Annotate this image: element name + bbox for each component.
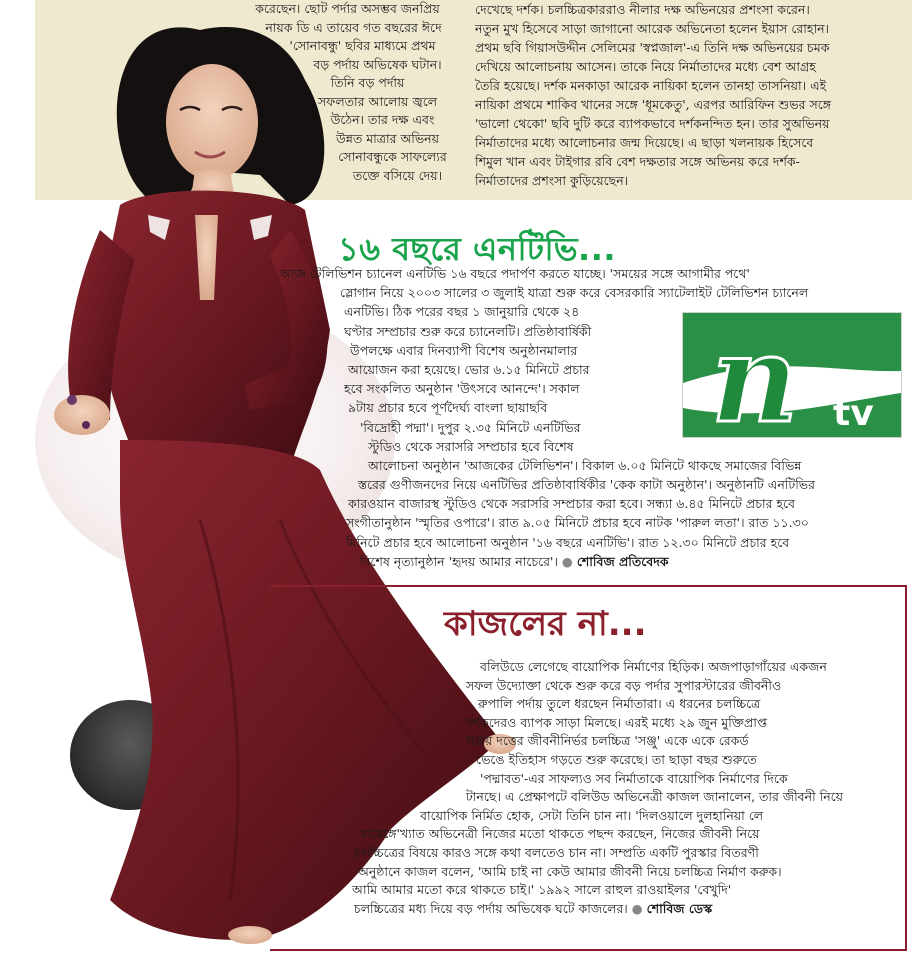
text-line: দেখিয়ে আলোচনায় আসেন। তাকে নিয়ে নির্মাতাদের মধ্যে বেশ আগ্রহ <box>475 59 816 74</box>
bullet-icon: ● <box>561 553 573 569</box>
line-text: আমি আমার মতো করে থাকতে চাই।' ১৯৯২ সালে রাহুল রাওয়াইলর 'বেখুদি' <box>352 882 732 898</box>
line-text: হবে সংকলিত অনুষ্ঠান 'উৎসবে আনন্দে'। সকাল <box>344 381 580 397</box>
text-line: নায়ক ডি এ তায়েব গত বছরের ঈদে <box>265 19 442 35</box>
text-line <box>270 695 900 714</box>
line-text: সঞ্জয় দত্তের জীবনীনির্ভর চলচ্চিত্র 'সঞ্জু' একে একে রেকর্ড <box>466 733 749 749</box>
hand <box>54 395 110 435</box>
text-line <box>262 264 902 283</box>
line-text: আলোচনা অনুষ্ঠান 'আজকের টেলিভিশন'। বিকাল ৬.০৫ মিনিটে থাকছে সমাজের বিভিন্ন <box>368 457 802 473</box>
kajol-article-body <box>270 658 900 918</box>
text-line: প্রথম ছবি গিয়াসউদ্দীন সেলিমের 'স্বপ্নজাল'-এ তিনি দক্ষ অভিনয়ের চমক <box>475 40 830 55</box>
previous-article-right-column <box>475 0 905 190</box>
text-line: সোনাবন্ধুকে সাফল্যের <box>338 149 447 164</box>
text-line: 'ভালো থেকো' ছবি দুটি করে ব্যাপকভাবে দর্শকনন্দিত হন। তার সুঅভিনয় <box>475 116 830 131</box>
text-line <box>270 881 900 900</box>
text-line <box>270 844 900 863</box>
line-text: যায়েঙ্গে'খ্যাত অভিনেত্রী নিজের মতো থাকতে পছন্দ করছেন, নিজের জীবনী নিয়ে <box>360 826 760 842</box>
text-line <box>270 714 900 733</box>
line-text: চলচ্চিত্রের মধ্য দিয়ে বড় পর্দায় অভিষেক ঘটে কাজলের। <box>354 900 628 916</box>
line-text: সফল উদ্যোক্তা থেকে শুরু করে বড় পর্দার সুপারস্টারের জীবনীও <box>466 677 782 693</box>
text-line <box>270 732 900 751</box>
text-line <box>270 900 900 919</box>
text-line <box>270 658 900 677</box>
line-text: রুপালি পর্দায় তুলে ধরছেন নির্মাতারা। এ ধরনের চলচ্চিত্রে <box>478 696 761 712</box>
text-line: সফলতার আলোয় জ্বলে <box>317 93 438 109</box>
text-line: উন্নত মাত্রার অভিনয় <box>336 130 439 146</box>
kajol-article-credit: শোবিজ ডেস্ক <box>646 900 713 916</box>
text-line: শিমুল খান এবং টাইগার রবি বেশ দক্ষতার সঙ্গে অভিনয় করে দর্শক- <box>475 154 800 169</box>
text-line <box>262 552 902 571</box>
ntv-logo <box>682 312 902 438</box>
ntv-article-headline: ১৬ বছরে এনটিভি... <box>338 230 617 268</box>
text-line: নির্মাতাদের প্রশংসা কুড়িয়েছেন। <box>475 173 629 188</box>
ntv-article-credit: শোবিজ প্রতিবেদক <box>576 553 669 569</box>
text-line <box>262 533 902 552</box>
kajol-article-headline: কাজলের না... <box>444 604 647 644</box>
line-text: টানছে। এ প্রেক্ষাপটে বলিউড অভিনেত্রী কাজল জানালেন, তার জীবনী নিয়ে <box>466 789 844 805</box>
line-text: আয়োজন করা হয়েছে। ভোর ৬.১৫ মিনিটে প্রচার <box>348 361 590 377</box>
line-text: দর্শকদেরও ব্যাপক সাড়া মিলছে। এরই মধ্যে ২৯ জুন মুক্তিপ্রাপ্ত <box>466 714 768 730</box>
bullet-icon: ● <box>631 900 643 916</box>
line-text: কারওয়ান বাজারস্থ স্টুডিও থেকে সরাসরি সম্প্রচার করা হবে। সন্ধ্যা ৬.৪৫ মিনিটে প্রচার হবে <box>348 496 796 512</box>
line-text: বিশেষ নৃত্যানুষ্ঠান 'হৃদয় আমার নাচেরে'। <box>360 553 558 569</box>
text-line <box>270 677 900 696</box>
line-text: ভেঙে ইতিহাস গড়তে শুরু করেছে। তা ছাড়া বছর শুরুতে <box>476 751 757 767</box>
line-text: সংগীতানুষ্ঠান 'স্মৃতির ওপারে'। রাত ৯.০৫ মিনিটে প্রচার হবে নাটক 'পারুল লতা'। রাত ১১.৩০ <box>346 515 809 531</box>
text-line: 'সোনাবন্ধু' ছবির মাধ্যমে প্রথম <box>289 38 436 53</box>
text-line <box>270 751 900 770</box>
text-line <box>270 788 900 807</box>
line-text: চলচ্চিত্রের বিষয়ে কারও সঙ্গে কথা বলতেও চান না। সম্প্রতি একটি পুরস্কার বিতরণী <box>354 844 759 860</box>
ntv-logo-suffix: tv <box>833 393 874 434</box>
line-text: 'বিদ্রোহী পদ্মা'। দুপুর ২.৩৫ মিনিটে এনটিভির <box>360 419 581 435</box>
line-text: মিনিটে প্রচার হবে আলোচনা অনুষ্ঠান '১৬ বছরে এনটিভি'। রাত ১২.৩০ মিনিটে প্রচার হবে <box>346 534 790 550</box>
line-text: উপলক্ষে এবার দিনব্যাপী বিশেষ অনুষ্ঠানমালার <box>350 342 578 358</box>
text-line: নায়িকা প্রথমে শাকিব খানের সঙ্গে 'ধূমকেতু', এরপর আরিফিন শুভর সঙ্গে <box>475 97 832 112</box>
line-text: ঘণ্টার সম্প্রচার শুরু করে চ্যানেলটি। প্রতিষ্ঠাবার্ষিকী <box>344 323 592 339</box>
text-line <box>270 770 900 789</box>
line-text: বায়োপিক নির্মিত হোক, সেটা তিনি চান না। 'দিলওয়ালে দুলহানিয়া লে <box>420 807 764 823</box>
line-text: আজ টেলিভিশন চ্যানেল এনটিভি ১৬ বছরে পদার্পণ করতে যাচ্ছে। 'সময়ের সঙ্গে আগামীর পথে' <box>280 266 750 281</box>
line-text: স্তরের গুণীজনদের নিয়ে এনটিভির প্রতিষ্ঠাবার্ষিকীর 'কেক কাটা অনুষ্ঠান'। অনুষ্ঠানটি এনটিভির <box>358 477 815 493</box>
line-text: স্লোগান নিয়ে ২০০৩ সালের ৩ জুলাই যাত্রা শুরু করে বেসরকারি স্যাটেলাইট টেলিভিশন চ্যানেল <box>340 285 809 301</box>
text-line: করেছেন। ছোট পর্দার অসম্ভব জনপ্রিয় <box>255 1 440 16</box>
text-line <box>262 283 902 302</box>
text-line: নির্মাতাদের মধ্যে আলোচনার জন্ম দিয়েছে। এ ছাড়া খলনায়ক হিসেবে <box>475 135 814 150</box>
line-text: অনুষ্ঠানে কাজল বলেন, 'আমি চাই না কেউ আমার জীবনী নিয়ে চলচ্চিত্র নির্মাণ করুক। <box>358 863 782 879</box>
line-text: 'পদ্মাবত'-এর সাফল্যও সব নির্মাতাকে বায়োপিক নির্মাণের দিকে <box>480 770 788 786</box>
text-line: তৈরি হয়েছে। দর্শক মনকাড়া আরেক নায়িকা হলেন তানহা তাসনিয়া। এই <box>475 78 827 93</box>
text-line <box>262 513 902 532</box>
text-line: তিনি বড় পর্দায় <box>330 75 405 90</box>
line-text: স্টুডিও থেকে সরাসরি সম্প্রচার হবে বিশেষ <box>368 438 574 454</box>
text-line <box>270 825 900 844</box>
text-line <box>262 475 902 494</box>
text-line <box>270 807 900 826</box>
text-line <box>262 494 902 513</box>
text-line: তক্তে বসিয়ে দেয়। <box>352 167 443 183</box>
text-line <box>262 437 902 456</box>
line-text: বলিউডে লেগেছে বায়োপিক নির্মাণের হিড়িক। অজপাড়াগাঁয়ের একজন <box>480 659 827 674</box>
face <box>166 64 258 180</box>
text-line: নতুন মুখ হিসেবে সাড়া জাগানো আরেক অভিনেতা হলেন ইয়াস রোহান। <box>475 21 830 36</box>
foot <box>228 926 272 944</box>
text-line: দেখেছে দর্শক। চলচ্চিত্রকাররাও নীলার দক্ষ অভিনয়ের প্রশংসা করেন। <box>475 2 810 17</box>
text-line: উঠেন। তার দক্ষ এবং <box>330 112 435 127</box>
text-line <box>270 863 900 882</box>
line-text: এনটিভি। ঠিক পরের বছর ১ জানুয়ারি থেকে ২৪ <box>344 304 580 320</box>
ntv-logo-letter: n <box>711 312 799 438</box>
text-line: বড় পর্দায় অভিষেক ঘটান। <box>313 56 442 72</box>
line-text: ৯টায় প্রচার হবে পূর্ণদৈর্ঘ্য বাংলা ছায়াছবি <box>348 400 548 416</box>
text-line <box>262 456 902 475</box>
